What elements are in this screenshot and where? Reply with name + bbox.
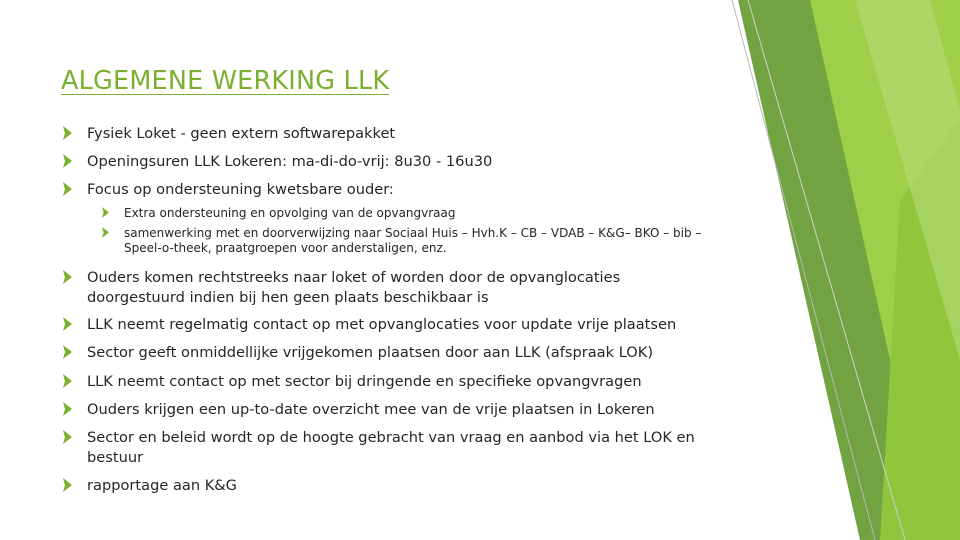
bullet-text: rapportage aan K&G xyxy=(87,477,237,494)
arrowhead-bullet-icon xyxy=(62,429,73,445)
bullet-text: LLK neemt contact op met sector bij dringende en specifieke opvangvragen xyxy=(87,373,642,390)
arrowhead-bullet-icon xyxy=(101,206,110,219)
bullet-item xyxy=(87,180,394,200)
bullet-text: Ouders krijgen een up-to-date overzicht mee van de vrije plaatsen in Lokeren xyxy=(87,401,655,418)
bullet-text: Sector geeft onmiddellijke vrijgekomen plaatsen door aan LLK (afspraak LOK) xyxy=(87,344,654,361)
slide-title: ALGEMENE WERKING LLK xyxy=(61,66,390,96)
sub-bullet-text: samenwerking met en doorverwijzing naar Sociaal Huis – Hvh.K – CB – VDAB – K&G– BKO – bib – Speel-o-theek, praatgroepen voor anderstaligen, enz. xyxy=(124,226,702,255)
sub-bullet-item xyxy=(124,206,724,221)
sub-bullet-text: Extra ondersteuning en opvolging van de opvangvraag xyxy=(124,206,456,220)
bullet-item xyxy=(87,124,395,144)
arrowhead-bullet-icon xyxy=(62,344,73,360)
bullet-text: Openingsuren LLK Lokeren: ma-di-do-vrij: 8u30 - 16u30 xyxy=(87,153,493,170)
arrowhead-bullet-icon xyxy=(62,125,73,141)
bullet-item xyxy=(87,268,677,307)
arrowhead-bullet-icon xyxy=(62,269,73,285)
bullet-text: Fysiek Loket - geen extern softwarepakket xyxy=(87,125,396,142)
sub-bullet-item xyxy=(124,226,724,256)
arrowhead-bullet-icon xyxy=(62,477,73,493)
bullet-text: Focus op ondersteuning kwetsbare ouder: xyxy=(87,181,394,198)
bullet-item xyxy=(87,428,737,467)
bullet-item xyxy=(87,315,676,335)
arrowhead-bullet-icon xyxy=(62,181,73,197)
bullet-item xyxy=(87,372,642,392)
bullet-item xyxy=(87,476,237,496)
bullet-item xyxy=(87,152,492,172)
arrowhead-bullet-icon xyxy=(62,153,73,169)
bullet-text: Sector en beleid wordt op de hoogte gebracht van vraag en aanbod via het LOK en bestuur xyxy=(87,429,695,466)
arrowhead-bullet-icon xyxy=(62,316,73,332)
bullet-text: LLK neemt regelmatig contact op met opvanglocaties voor update vrije plaatsen xyxy=(87,316,677,333)
bullet-item xyxy=(87,400,655,420)
bullet-text: Ouders komen rechtstreeks naar loket of worden door de opvanglocaties doorgestuurd indien bij hen geen plaats beschikbaar is xyxy=(87,269,621,306)
arrowhead-bullet-icon xyxy=(62,373,73,389)
bullet-item xyxy=(87,343,653,363)
arrowhead-bullet-icon xyxy=(101,226,110,239)
arrowhead-bullet-icon xyxy=(62,401,73,417)
